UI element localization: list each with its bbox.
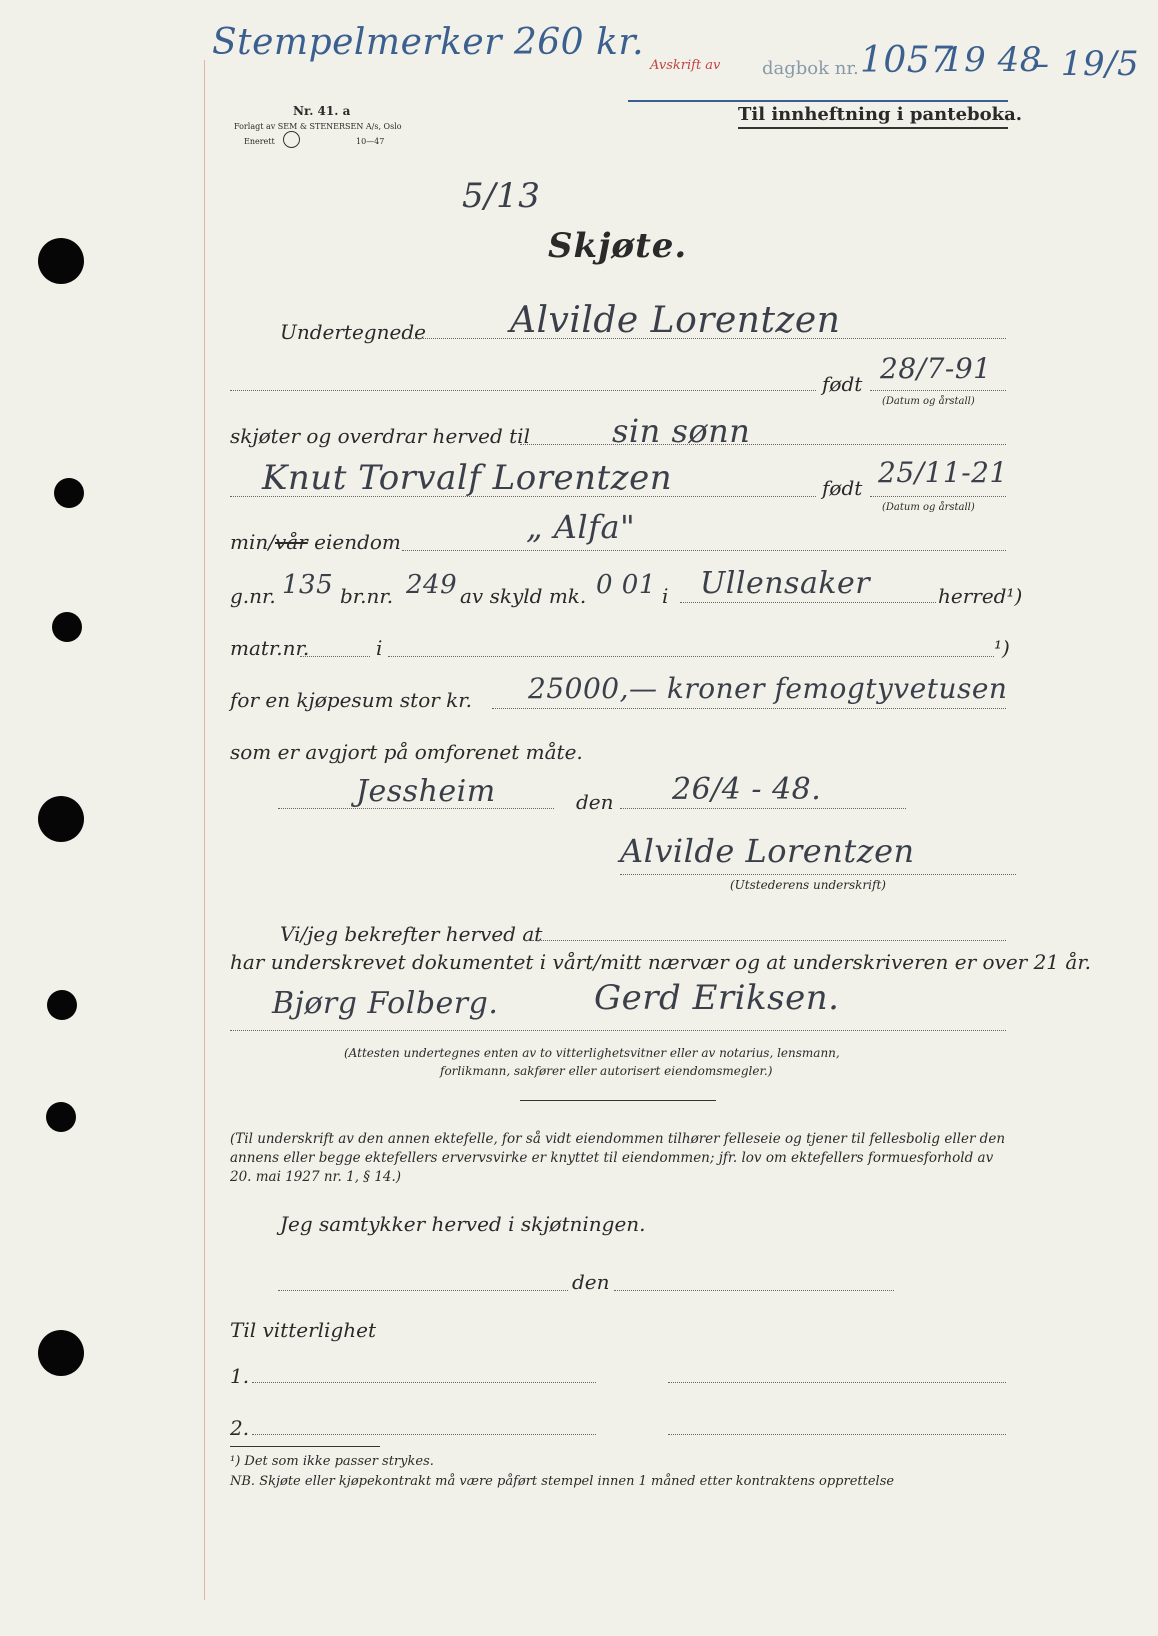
gnr-label: g.nr. [230,584,276,608]
document-title: Skjøte. [548,226,688,266]
reference-note: 5/13 [462,176,541,216]
signature-caption: (Utstederens underskrift) [730,878,886,892]
form-number: Nr. 41. a [293,104,351,118]
binding-hole [52,612,82,642]
eiendom-value: „ Alfa" [526,508,636,546]
avskrift-label: Avskrift av [650,58,721,73]
fodt-line [870,390,1006,391]
brnr-value: 249 [406,570,458,600]
place-value: Jessheim [356,774,496,809]
vitterlighet-line-2b [668,1434,1006,1435]
avgjort-label: som er avgjort på omforenet måte. [230,740,583,764]
fodt-left-line [230,390,816,391]
skyld-value: 0 01 [596,570,656,600]
spouse-den-label: den [572,1270,610,1294]
spouse-consent: Jeg samtykker herved i skjøtningen. [280,1212,646,1236]
fodt-value: 28/7-91 [880,352,992,385]
vitterlighet-item-1: 1. [230,1364,250,1388]
undertegnede-value: Alvilde Lorentzen [510,300,841,341]
eiendom-label-post: eiendom [307,530,401,554]
spouse-note: (Til underskrift av den annen ektefelle, for så vidt eiendommen tilhører felleseie og tjener til fellesbolig eller den annens eller begge ektefellers ervervsvirke er knyttet til eiendommen; jfr. lov om ektefellers formuesforhold av 20. mai 1927 nr. 1, § 14.) [230,1131,1006,1185]
witness-line [230,1030,1006,1031]
datum-note-2: (Datum og årstall) [882,502,975,513]
gnr-value: 135 [282,570,334,600]
publisher-logo-icon [283,131,300,148]
dagbok-number: 1057 [860,40,954,81]
fodt2-value: 25/11-21 [878,456,1008,489]
witness-signature-1: Bjørg Folberg. [272,986,499,1021]
matr-i-label: i [376,636,383,660]
binding-hole [38,1330,84,1376]
vitterlighet-label: Til vitterlighet [230,1318,377,1342]
date-line [620,808,906,809]
eiendom-line [402,550,1006,551]
date-value: 26/4 - 48. [672,772,822,807]
binding-hole [47,990,77,1020]
recipient-name: Knut Torvalf Lorentzen [262,458,673,498]
publisher: Forlagt av SEM & STENERSEN A/s, Oslo [234,122,402,131]
eiendom-label-struck: vår [274,530,308,554]
dagbok-label: dagbok nr. [762,58,859,79]
matr-end: ¹) [994,636,1010,660]
header-rule [628,100,1008,102]
den-label: den [576,790,614,814]
matr-i-line [388,656,994,657]
fodt2-label: født [822,476,863,500]
issuer-signature: Alvilde Lorentzen [620,832,915,870]
stamp-handwriting: Stempelmerker 260 kr. [212,22,645,63]
dagbok-date-note: – 19/5 [1032,44,1140,84]
binding-hole [38,238,84,284]
herred-i-label: i [662,584,669,608]
margin-rule [204,60,205,1600]
witness-caption-2: forlikmann, sakfører eller autorisert eiendomsmegler.) [440,1064,773,1078]
datum-note: (Datum og årstall) [882,396,975,407]
witness-line1-dots [524,940,1006,941]
signature-line [620,874,1016,875]
fodt2-line [870,496,1006,497]
kjopesum-label: for en kjøpesum stor kr. [230,688,473,712]
skjoter-label: skjøter og overdrar herved til [230,424,530,448]
binding-hole [46,1102,76,1132]
herred-label: herred¹) [938,584,1023,608]
footnote-2: NB. Skjøte eller kjøpekontrakt må være påført stempel innen 1 måned etter kontraktens opprettelse [230,1474,895,1489]
kjopesum-line [492,708,1006,709]
recipient-line [230,496,816,497]
title-underline [738,127,1008,129]
witness-signature-2: Gerd Eriksen. [594,978,840,1018]
brnr-label: br.nr. [340,584,394,608]
publisher-enerett: Enerett [244,137,275,146]
herred-value: Ullensaker [700,566,871,601]
vitterlighet-line-1a [252,1382,596,1383]
vitterlighet-line-2a [252,1434,596,1435]
eiendom-label-pre: min/ [230,530,275,554]
matrnr-label: matr.nr. [230,636,310,660]
publisher-year: 10—47 [356,137,385,146]
eiendom-label [230,530,401,554]
footnote-1: ¹) Det som ikke passer strykes. [230,1454,434,1469]
dagbok-year: 19 48 [942,40,1042,80]
witness-caption-1: (Attesten undertegnes enten av to vitterlighetsvitner eller av notarius, lensmann, [344,1046,840,1060]
matrnr-line [300,656,370,657]
form-title-right: Til innheftning i panteboka. [738,104,1023,125]
skyld-label: av skyld mk. [460,584,587,608]
witness-line1: Vi/jeg bekrefter herved at [280,922,543,946]
vitterlighet-line-1b [668,1382,1006,1383]
undertegnede-label: Undertegnede [280,320,426,344]
recipient-relation: sin sønn [612,412,751,450]
herred-line [680,602,936,603]
spouse-place-line [278,1290,568,1291]
binding-hole [54,478,84,508]
footnote-rule [230,1446,380,1447]
witness-rule [520,1100,716,1101]
fodt-label: født [822,372,863,396]
kjopesum-value: 25000,— kroner femogtyvetusen [528,672,1008,705]
skjoter-line [520,444,1006,445]
spouse-date-line [614,1290,894,1291]
vitterlighet-item-2: 2. [230,1416,250,1440]
witness-line2: har underskrevet dokumentet i vårt/mitt nærvær og at underskriveren er over 21 år. [230,950,1092,974]
binding-hole [38,796,84,842]
